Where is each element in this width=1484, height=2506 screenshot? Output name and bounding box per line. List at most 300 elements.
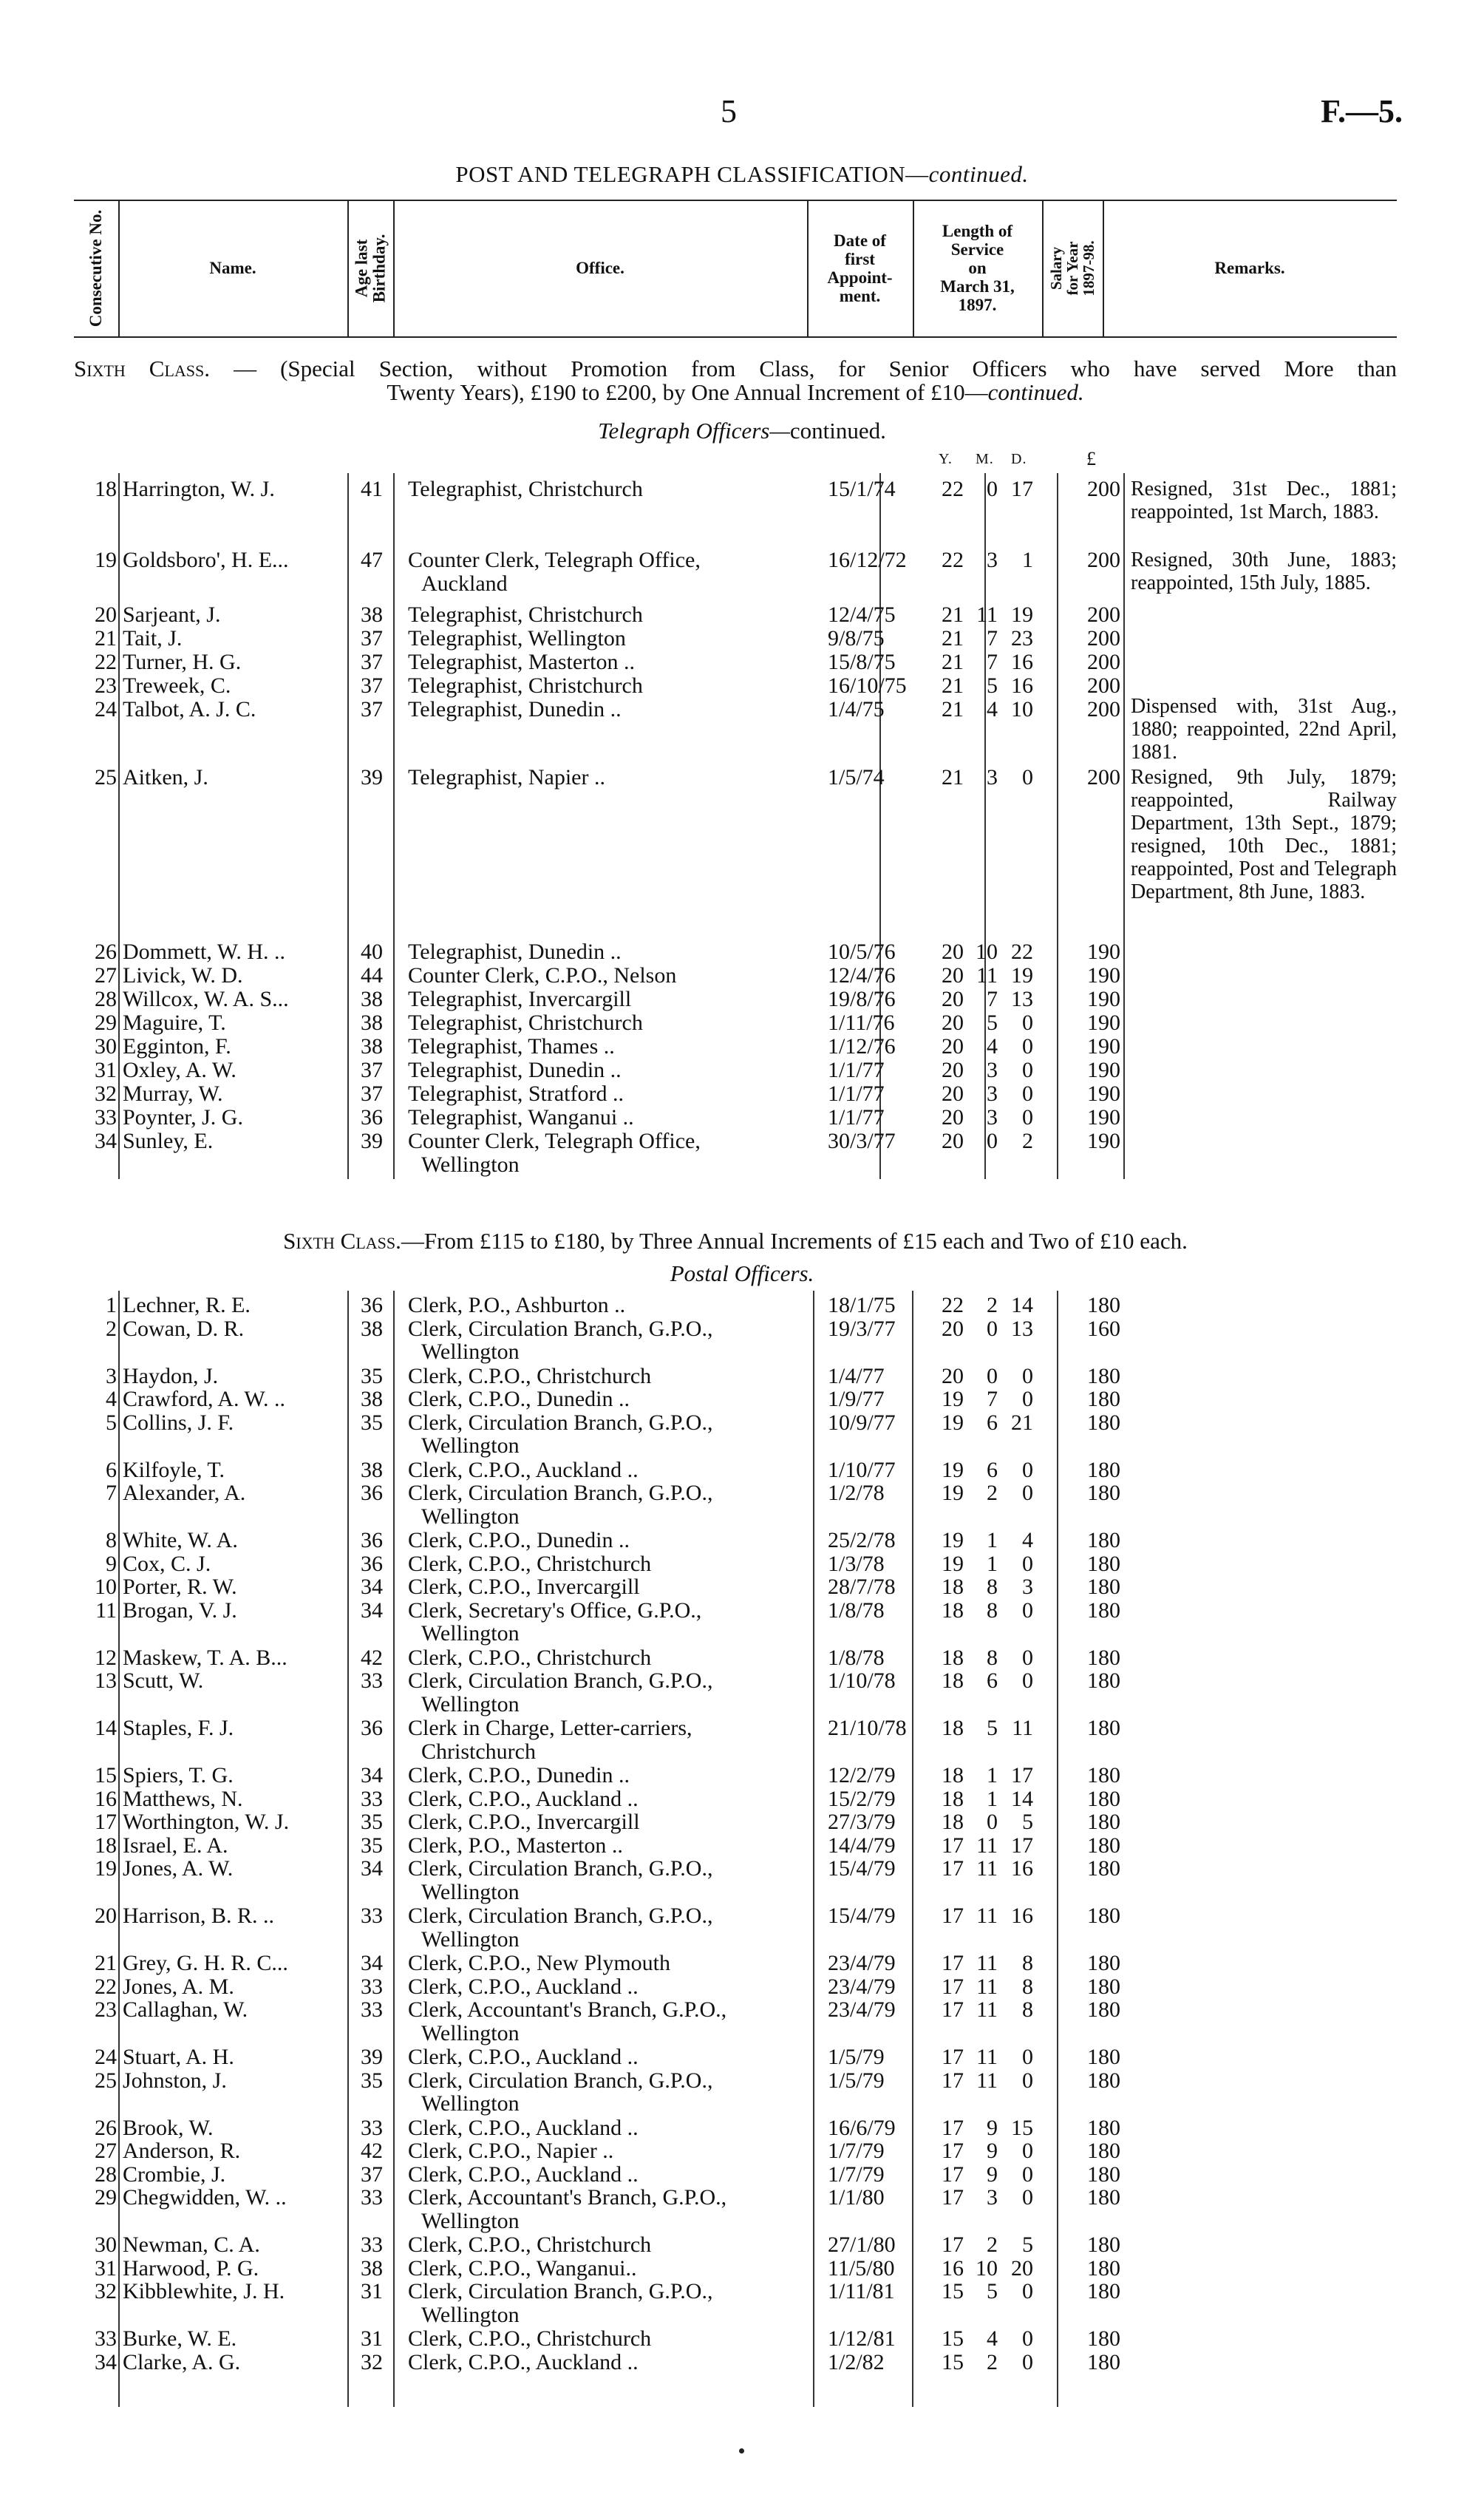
table-row xyxy=(74,1059,1397,1082)
row-service-years: 19 xyxy=(942,1457,964,1482)
row-appointment-date: 1/10/78 xyxy=(828,1668,896,1693)
row-service-years: 20 xyxy=(942,1129,964,1153)
table-row xyxy=(74,2069,1397,2093)
table-row-continuation xyxy=(74,2303,1397,2327)
row-service-days: 22 xyxy=(1011,940,1033,964)
row-number: 28 xyxy=(95,2162,117,2187)
row-office: Clerk, C.P.O., Invercargill xyxy=(408,1575,640,1599)
row-number: 27 xyxy=(95,2139,117,2163)
section1-heading-text: — (Special Section, without Promotion from Class, for Senior Officers who have served More than xyxy=(210,356,1397,381)
row-number: 12 xyxy=(95,1645,117,1670)
row-service-days: 5 xyxy=(1022,2232,1033,2257)
row-service-years: 20 xyxy=(942,1058,964,1082)
row-service-days: 19 xyxy=(1011,963,1033,988)
row-appointment-date: 15/4/79 xyxy=(828,1904,896,1928)
row-service-days: 10 xyxy=(1011,697,1033,721)
row-office: Clerk, Accountant's Branch, G.P.O., xyxy=(408,1997,727,2022)
col-length-label-3: on xyxy=(968,259,987,277)
row-service-years: 18 xyxy=(942,1597,964,1623)
col-length-header xyxy=(913,200,1042,336)
row-office: Telegraphist, Wanganui .. xyxy=(408,1105,634,1130)
row-office: Clerk, Circulation Branch, G.P.O., xyxy=(408,2068,713,2093)
row-name: Grey, G. H. R. C... xyxy=(123,1951,288,1975)
row-service-days: 13 xyxy=(1011,987,1033,1011)
row-name: Porter, R. W. xyxy=(123,1575,237,1599)
table-row xyxy=(74,627,1397,651)
row-salary: 190 xyxy=(1087,963,1120,988)
row-service-days: 17 xyxy=(1011,477,1033,501)
row-name: Jones, A. M. xyxy=(123,1974,234,1999)
row-age: 38 xyxy=(361,1387,383,1411)
row-office: Clerk, C.P.O., Christchurch xyxy=(408,1645,652,1670)
table-row xyxy=(74,940,1397,964)
row-salary: 180 xyxy=(1087,2045,1120,2069)
row-age: 39 xyxy=(361,1129,383,1153)
row-service-days: 0 xyxy=(1022,2349,1033,2374)
row-service-months: 4 xyxy=(987,697,998,721)
table-row xyxy=(74,988,1397,1011)
page-title xyxy=(0,161,1484,188)
table-row-continuation xyxy=(74,2092,1397,2116)
section1-subheading-cont: continued. xyxy=(789,418,886,444)
row-number: 30 xyxy=(95,1034,117,1059)
row-salary: 180 xyxy=(1087,2326,1120,2351)
row-name: Anderson, R. xyxy=(123,2139,241,2163)
row-salary: 180 xyxy=(1087,1974,1120,1999)
row-age: 33 xyxy=(361,1668,383,1693)
row-name: Chegwidden, W. .. xyxy=(123,2185,287,2210)
row-age: 33 xyxy=(361,2115,383,2140)
row-salary: 190 xyxy=(1087,940,1120,964)
row-name: Maskew, T. A. B... xyxy=(123,1645,287,1670)
table-row xyxy=(74,1529,1397,1552)
col-date-label-2: first xyxy=(845,249,875,268)
col-date-label-3: Appoint- xyxy=(827,268,893,287)
row-appointment-date: 27/1/80 xyxy=(828,2232,896,2257)
row-appointment-date: 1/5/74 xyxy=(828,765,885,790)
row-service-years: 17 xyxy=(942,2045,964,2069)
row-service-months: 11 xyxy=(976,1856,998,1881)
row-age: 33 xyxy=(361,1997,383,2022)
row-number: 21 xyxy=(95,626,117,651)
row-name: Sunley, E. xyxy=(123,1129,214,1153)
col-age-header xyxy=(347,200,393,336)
row-name: Goldsboro', H. E... xyxy=(123,548,289,572)
row-salary: 180 xyxy=(1087,1856,1120,1881)
row-service-months: 9 xyxy=(987,2115,998,2140)
row-name: Brook, W. xyxy=(123,2115,214,2140)
row-age: 37 xyxy=(361,697,383,721)
row-service-years: 18 xyxy=(942,1716,964,1740)
row-number: 23 xyxy=(95,1997,117,2022)
row-age: 31 xyxy=(361,2279,383,2303)
row-appointment-date: 23/4/79 xyxy=(828,1997,896,2022)
row-service-years: 17 xyxy=(942,1997,964,2022)
row-age: 37 xyxy=(361,1081,383,1106)
row-appointment-date: 1/3/78 xyxy=(828,1551,885,1576)
row-number: 10 xyxy=(95,1575,117,1599)
row-service-days: 21 xyxy=(1011,1410,1033,1435)
table-row xyxy=(74,964,1397,988)
row-service-days: 0 xyxy=(1022,2279,1033,2303)
row-service-days: 0 xyxy=(1022,2162,1033,2187)
row-service-months: 0 xyxy=(987,1129,998,1153)
section2-heading xyxy=(74,1227,1397,1255)
row-office-continuation: Wellington xyxy=(421,1504,520,1529)
row-appointment-date: 1/7/79 xyxy=(828,2139,885,2163)
row-service-years: 20 xyxy=(942,1011,964,1035)
row-number: 18 xyxy=(95,1833,117,1858)
row-appointment-date: 1/4/77 xyxy=(828,1363,885,1388)
row-service-months: 0 xyxy=(987,1810,998,1834)
table-row-continuation xyxy=(74,1505,1397,1529)
row-number: 32 xyxy=(95,2279,117,2303)
row-service-years: 20 xyxy=(942,987,964,1011)
row-service-months: 3 xyxy=(987,1105,998,1130)
table-row xyxy=(74,1716,1397,1740)
row-age: 36 xyxy=(361,1481,383,1505)
row-office: Clerk, Circulation Branch, G.P.O., xyxy=(408,1481,713,1505)
row-appointment-date: 1/8/78 xyxy=(828,1645,885,1670)
row-name: Johnston, J. xyxy=(123,2068,227,2093)
row-service-days: 0 xyxy=(1022,1481,1033,1505)
table-row xyxy=(74,1459,1397,1482)
unit-days: D. xyxy=(1011,451,1027,467)
row-office: Telegraphist, Dunedin .. xyxy=(408,940,622,964)
table-row-continuation xyxy=(74,1340,1397,1364)
row-service-days: 17 xyxy=(1011,1833,1033,1858)
row-salary: 180 xyxy=(1087,2279,1120,2303)
row-office: Clerk, C.P.O., Christchurch xyxy=(408,2326,652,2351)
table-row xyxy=(74,1365,1397,1388)
row-service-days: 19 xyxy=(1011,602,1033,627)
col-date-header xyxy=(807,200,913,336)
row-number: 31 xyxy=(95,1058,117,1082)
row-service-years: 17 xyxy=(942,1974,964,1999)
row-office: Clerk, Circulation Branch, G.P.O., xyxy=(408,1668,713,1693)
table-row xyxy=(74,1810,1397,1834)
row-appointment-date: 12/4/76 xyxy=(828,963,896,988)
row-appointment-date: 1/11/81 xyxy=(828,2279,895,2303)
table-row xyxy=(74,1294,1397,1317)
col-length-label-4: March 31, xyxy=(940,277,1015,296)
row-service-months: 3 xyxy=(987,765,998,790)
row-service-years: 18 xyxy=(942,1810,964,1834)
row-service-days: 0 xyxy=(1022,1457,1033,1482)
col-age-label: Age last Birthday. xyxy=(352,234,388,302)
row-office-continuation: Auckland xyxy=(421,571,508,596)
col-office-label: Office. xyxy=(576,259,624,277)
row-service-months: 7 xyxy=(987,1387,998,1411)
row-salary: 190 xyxy=(1087,1081,1120,1106)
row-service-days: 16 xyxy=(1011,673,1033,698)
row-salary: 180 xyxy=(1087,1481,1120,1505)
table-row xyxy=(74,2351,1397,2374)
row-salary: 180 xyxy=(1087,2349,1120,2374)
section2-subheading xyxy=(0,1260,1484,1287)
row-number: 8 xyxy=(106,1528,117,1552)
row-salary: 190 xyxy=(1087,1105,1120,1130)
section1-heading-cont: continued. xyxy=(987,379,1084,405)
row-office: Telegraphist, Christchurch xyxy=(408,477,643,501)
row-office: Clerk, C.P.O., Wanganui.. xyxy=(408,2255,637,2281)
row-service-months: 8 xyxy=(987,1597,998,1623)
row-appointment-date: 18/1/75 xyxy=(828,1293,896,1317)
row-service-months: 11 xyxy=(976,602,998,627)
table-row xyxy=(74,1857,1397,1881)
row-appointment-date: 1/7/79 xyxy=(828,2162,885,2187)
section2-heading-text: —From £115 to £180, by Three Annual Increments of £15 each and Two of £10 each. xyxy=(401,1228,1188,1254)
row-salary: 200 xyxy=(1087,548,1120,572)
row-service-years: 21 xyxy=(942,765,964,790)
remark-goldsboro: Resigned, 30th June, 1883; reappointed, 15th July, 1885. xyxy=(1131,549,1397,594)
row-age: 38 xyxy=(361,987,383,1011)
row-number: 19 xyxy=(95,548,117,572)
col-office-header xyxy=(393,200,807,336)
row-appointment-date: 19/3/77 xyxy=(828,1316,896,1341)
table-row xyxy=(74,2045,1397,2069)
row-service-days: 14 xyxy=(1011,1293,1033,1317)
row-name: Harrison, B. R. .. xyxy=(123,1904,274,1928)
section1-table xyxy=(74,448,1397,1179)
table-row-continuation xyxy=(74,1622,1397,1646)
row-office-continuation: Wellington xyxy=(421,2302,520,2327)
row-service-years: 22 xyxy=(942,1293,964,1317)
row-office: Clerk, P.O., Ashburton .. xyxy=(408,1293,626,1317)
row-appointment-date: 1/5/79 xyxy=(828,2045,885,2069)
row-name: Willcox, W. A. S... xyxy=(123,987,289,1011)
col-consecutive-label: Consecutive No. xyxy=(86,209,105,327)
table-row-continuation xyxy=(74,1434,1397,1458)
row-office: Clerk, C.P.O., Dunedin .. xyxy=(408,1763,630,1787)
row-service-days: 16 xyxy=(1011,650,1033,674)
row-number: 20 xyxy=(95,1904,117,1928)
row-service-days: 0 xyxy=(1022,2045,1033,2069)
row-age: 35 xyxy=(361,1363,383,1388)
row-service-days: 13 xyxy=(1011,1316,1033,1341)
row-office: Clerk, Circulation Branch, G.P.O., xyxy=(408,1410,713,1435)
section1-class-label: Sixth Class. xyxy=(74,356,211,381)
row-service-years: 19 xyxy=(942,1410,964,1435)
section2-class-label: Sixth Class. xyxy=(283,1228,401,1254)
row-age: 31 xyxy=(361,2326,383,2351)
row-age: 40 xyxy=(361,940,383,964)
table-row xyxy=(74,1834,1397,1858)
table-row xyxy=(74,1035,1397,1059)
row-appointment-date: 1/2/82 xyxy=(828,2349,885,2374)
row-office: Clerk, C.P.O., Auckland .. xyxy=(408,1457,639,1482)
row-service-days: 0 xyxy=(1022,1597,1033,1623)
table-row xyxy=(74,2163,1397,2187)
row-salary: 180 xyxy=(1087,1904,1120,1928)
row-service-days: 0 xyxy=(1022,1387,1033,1411)
row-age: 33 xyxy=(361,2185,383,2210)
row-service-months: 11 xyxy=(976,2068,998,2093)
row-name: Cowan, D. R. xyxy=(123,1316,245,1341)
row-age: 38 xyxy=(361,1034,383,1059)
row-service-days: 15 xyxy=(1011,2115,1033,2140)
row-name: Dommett, W. H. .. xyxy=(123,940,286,964)
row-appointment-date: 16/6/79 xyxy=(828,2115,896,2140)
row-age: 38 xyxy=(361,1457,383,1482)
row-name: Callaghan, W. xyxy=(123,1997,248,2022)
row-age: 36 xyxy=(361,1716,383,1740)
row-office: Telegraphist, Dunedin .. xyxy=(408,1058,622,1082)
row-service-months: 11 xyxy=(976,1904,998,1928)
remark-talbot: Dispensed with, 31st Aug., 1880; reappointed, 22nd April, 1881. xyxy=(1131,695,1397,764)
row-age: 37 xyxy=(361,650,383,674)
col-date-label-1: Date of xyxy=(834,231,886,250)
section1-heading-line2-text: Twenty Years), £190 to £200, by One Annual Increment of £10— xyxy=(387,379,988,405)
table-row xyxy=(74,2327,1397,2351)
row-service-months: 1 xyxy=(987,1786,998,1811)
row-office: Counter Clerk, Telegraph Office, xyxy=(408,548,701,572)
row-office: Telegraphist, Christchurch xyxy=(408,602,643,627)
table-row-continuation xyxy=(74,1881,1397,1904)
row-office: Telegraphist, Masterton .. xyxy=(408,650,635,674)
row-salary: 180 xyxy=(1087,1997,1120,2022)
row-age: 33 xyxy=(361,2232,383,2257)
row-service-years: 20 xyxy=(942,1316,964,1341)
row-service-years: 19 xyxy=(942,1551,964,1576)
row-salary: 180 xyxy=(1087,1810,1120,1834)
table-row xyxy=(74,1975,1397,1999)
row-name: Treweek, C. xyxy=(123,673,231,698)
row-office: Clerk in Charge, Letter-carriers, xyxy=(408,1716,692,1740)
table-row xyxy=(74,1317,1397,1341)
row-number: 19 xyxy=(95,1856,117,1881)
row-name: Newman, C. A. xyxy=(123,2232,260,2257)
row-age: 47 xyxy=(361,548,383,572)
row-service-days: 0 xyxy=(1022,2068,1033,2093)
row-service-years: 15 xyxy=(942,2326,964,2351)
row-number: 7 xyxy=(106,1481,117,1505)
row-service-years: 17 xyxy=(942,2115,964,2140)
row-age: 34 xyxy=(361,1856,383,1881)
row-service-days: 17 xyxy=(1011,1763,1033,1787)
row-service-months: 2 xyxy=(987,2232,998,2257)
row-service-months: 5 xyxy=(987,1011,998,1035)
row-service-months: 10 xyxy=(976,940,998,964)
row-office: Telegraphist, Christchurch xyxy=(408,673,643,698)
row-name: Haydon, J. xyxy=(123,1363,219,1388)
row-office: Clerk, C.P.O., Invercargill xyxy=(408,1810,640,1834)
row-name: Alexander, A. xyxy=(123,1481,246,1505)
row-service-days: 3 xyxy=(1022,1575,1033,1599)
row-age: 38 xyxy=(361,2255,383,2281)
table-row-continuation xyxy=(74,1928,1397,1952)
row-service-years: 17 xyxy=(942,1833,964,1858)
row-service-days: 23 xyxy=(1011,626,1033,651)
table-row xyxy=(74,1952,1397,1975)
row-office-continuation: Wellington xyxy=(421,1879,520,1904)
col-name-label: Name. xyxy=(209,259,256,277)
row-salary: 200 xyxy=(1087,650,1120,674)
row-name: Brogan, V. J. xyxy=(123,1597,237,1623)
row-number: 20 xyxy=(95,602,117,627)
row-office-continuation: Wellington xyxy=(421,2020,520,2045)
row-salary: 180 xyxy=(1087,2068,1120,2093)
row-service-days: 0 xyxy=(1022,2326,1033,2351)
row-age: 41 xyxy=(361,477,383,501)
row-service-months: 3 xyxy=(987,2185,998,2210)
table-row xyxy=(74,2257,1397,2281)
row-office: Clerk, Circulation Branch, G.P.O., xyxy=(408,2279,713,2303)
table-row xyxy=(74,651,1397,674)
row-age: 37 xyxy=(361,673,383,698)
row-office: Telegraphist, Dunedin .. xyxy=(408,697,622,721)
row-office: Clerk, C.P.O., Auckland .. xyxy=(408,1786,639,1811)
row-service-days: 0 xyxy=(1022,1645,1033,1670)
row-service-days: 0 xyxy=(1022,1668,1033,1693)
row-office: Clerk, Secretary's Office, G.P.O., xyxy=(408,1597,702,1623)
row-age: 34 xyxy=(361,1951,383,1975)
table-row xyxy=(74,1764,1397,1787)
row-appointment-date: 16/10/75 xyxy=(828,673,907,698)
row-service-years: 17 xyxy=(942,1904,964,1928)
row-service-months: 9 xyxy=(987,2139,998,2163)
row-appointment-date: 10/9/77 xyxy=(828,1410,896,1435)
row-service-years: 21 xyxy=(942,673,964,698)
row-service-years: 20 xyxy=(942,963,964,988)
row-age: 36 xyxy=(361,1293,383,1317)
row-number: 23 xyxy=(95,673,117,698)
row-number: 34 xyxy=(95,1129,117,1153)
document-code: F.—5. xyxy=(1321,93,1403,129)
row-salary: 200 xyxy=(1087,626,1120,651)
row-salary: 190 xyxy=(1087,1129,1120,1153)
row-number: 28 xyxy=(95,987,117,1011)
row-service-months: 1 xyxy=(987,1763,998,1787)
row-name: Burke, W. E. xyxy=(123,2326,237,2351)
row-service-days: 0 xyxy=(1022,2139,1033,2163)
row-office: Telegraphist, Thames .. xyxy=(408,1034,615,1059)
row-service-days: 0 xyxy=(1022,1551,1033,1576)
table-row xyxy=(74,603,1397,627)
remark-aitken: Resigned, 9th July, 1879; reappointed, Railway Department, 13th Sept., 1879; resigned, 10th Dec., 1881; reappointed, Post and Telegraph Department, 8th June, 1883. xyxy=(1131,766,1397,903)
row-salary: 180 xyxy=(1087,1575,1120,1599)
section1-subheading xyxy=(0,418,1484,444)
row-name: White, W. A. xyxy=(123,1528,238,1552)
row-name: Staples, F. J. xyxy=(123,1716,234,1740)
row-appointment-date: 25/2/78 xyxy=(828,1528,896,1552)
row-service-months: 11 xyxy=(976,1974,998,1999)
row-age: 38 xyxy=(361,1011,383,1035)
row-office-continuation: Wellington xyxy=(421,1152,520,1177)
row-appointment-date: 30/3/77 xyxy=(828,1129,896,1153)
row-name: Israel, E. A. xyxy=(123,1833,228,1858)
row-salary: 180 xyxy=(1087,2255,1120,2281)
row-service-years: 18 xyxy=(942,1575,964,1599)
row-service-years: 15 xyxy=(942,2279,964,2303)
row-service-days: 4 xyxy=(1022,1528,1033,1552)
row-service-months: 6 xyxy=(987,1668,998,1693)
row-service-months: 2 xyxy=(987,1481,998,1505)
table-row xyxy=(74,1599,1397,1623)
row-office-continuation: Wellington xyxy=(421,2091,520,2116)
row-service-years: 20 xyxy=(942,940,964,964)
row-salary: 200 xyxy=(1087,765,1120,790)
row-service-days: 11 xyxy=(1012,1716,1033,1740)
row-salary: 180 xyxy=(1087,1645,1120,1670)
row-appointment-date: 15/8/75 xyxy=(828,650,896,674)
table-row xyxy=(74,1669,1397,1693)
row-number: 30 xyxy=(95,2232,117,2257)
section1-heading-line2 xyxy=(74,378,1397,407)
row-service-months: 2 xyxy=(987,2349,998,2374)
row-salary: 190 xyxy=(1087,1011,1120,1035)
row-number: 25 xyxy=(95,765,117,790)
